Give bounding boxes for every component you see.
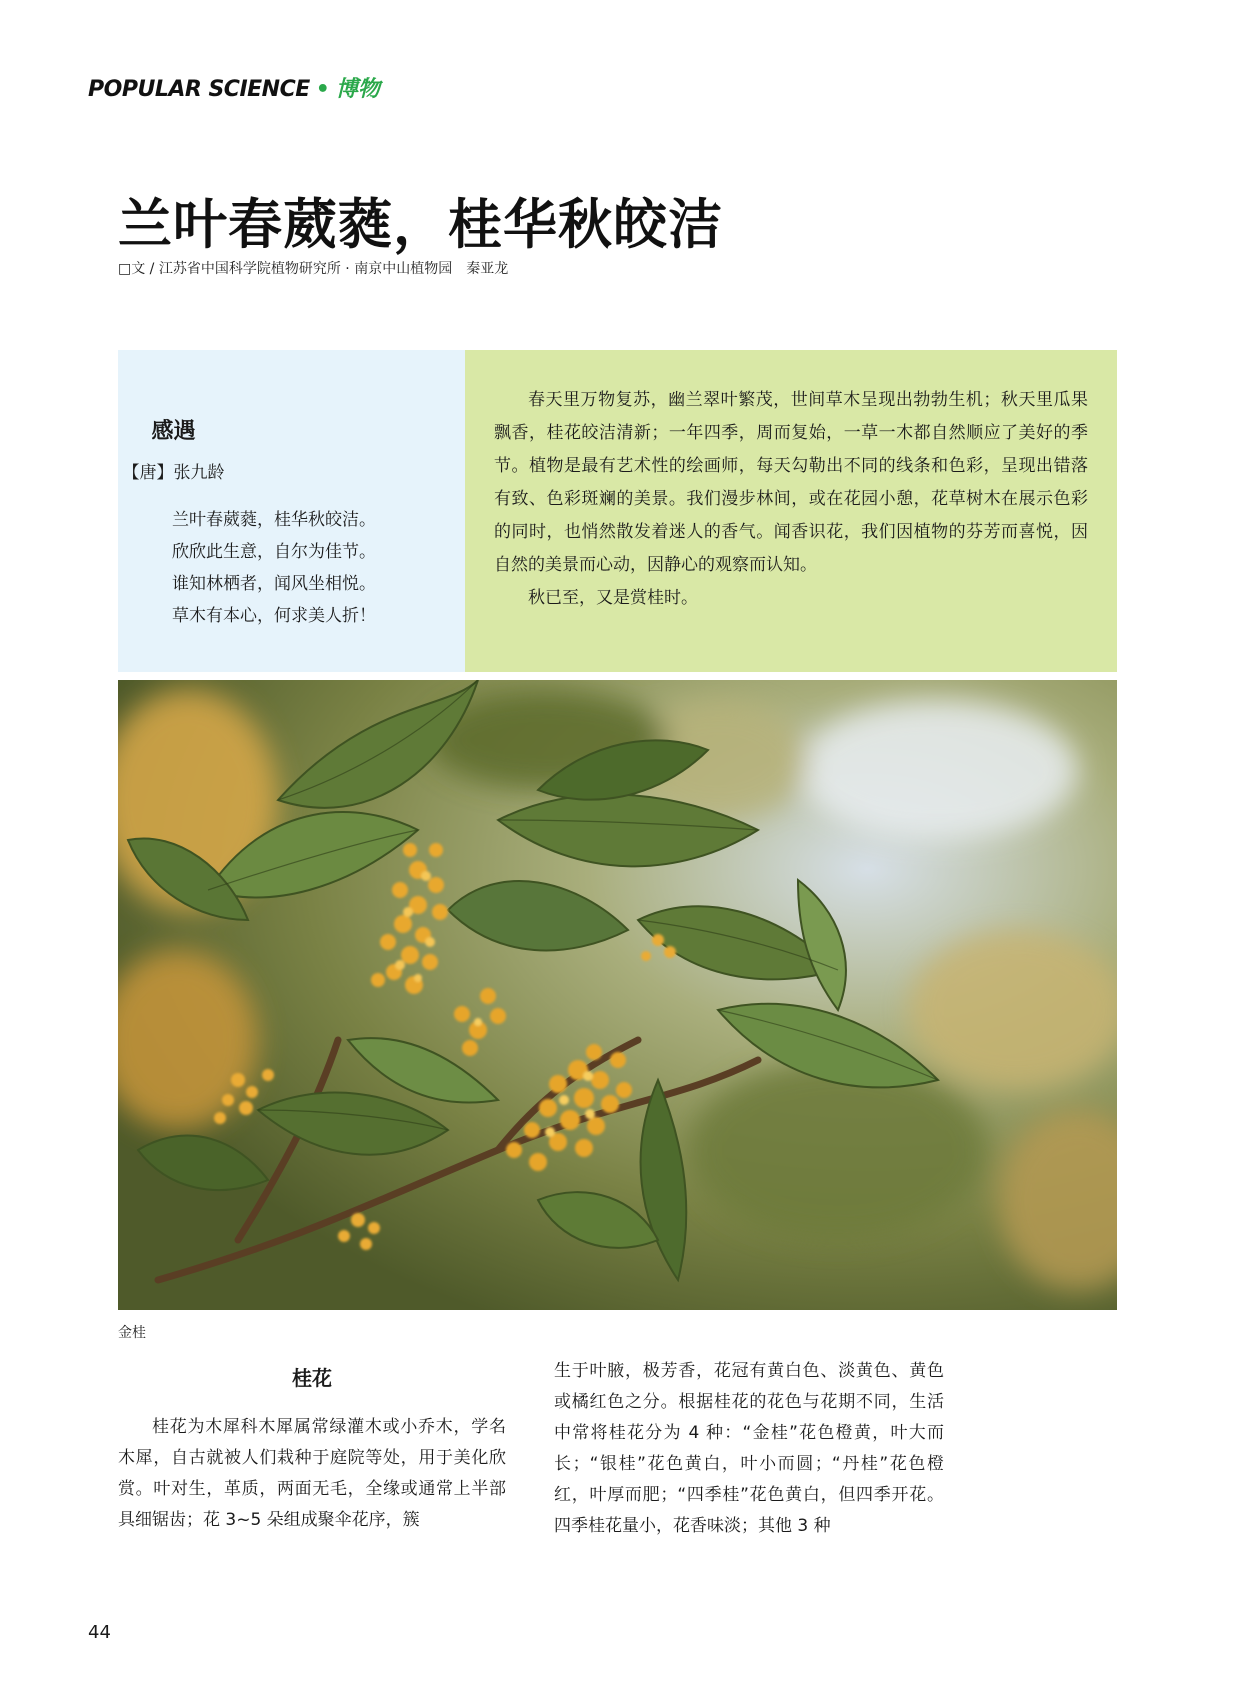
magazine-header (88, 72, 380, 103)
intro-paragraph: 春天里万物复苏，幽兰翠叶繁茂，世间草木呈现出勃勃生机；秋天里瓜果飘香，桂花皎洁清新；一年四季，周而复始，一草一木都自然顺应了美好的季节。植物是最有艺术性的绘画师，每天勾勒出不同的线条和色彩，呈现出错落有致、色彩斑斓的美景。我们漫步林间，或在花园小憩，花草树木在展示色彩的同时，也悄然散发着迷人的香气。闻香识花，我们因植物的芬芳而喜悦，因自然的美景而心动，因静心的观察而认知。 (494, 390, 1088, 575)
poem-body (172, 504, 376, 632)
poem-line: 草木有本心，何求美人折！ (172, 606, 376, 626)
poem-title: 感遇 (151, 419, 196, 444)
poem-line: 兰叶春葳蕤，桂华秋皎洁。 (172, 510, 376, 530)
section-title: 桂花 (292, 1366, 332, 1390)
body-column-left (118, 1412, 506, 1536)
body-column-right (554, 1356, 944, 1542)
header-section-en: POPULAR SCIENCE (88, 77, 310, 102)
poem-line: 谁知林栖者，闻风坐相悦。 (172, 574, 376, 594)
poem-line: 欣欣此生意，自尔为佳节。 (172, 542, 376, 562)
osmanthus-illustration (118, 680, 1117, 1310)
body-paragraph: 生于叶腋，极芳香，花冠有黄白色、淡黄色、黄色或橘红色之分。根据桂花的花色与花期不同，生活中常将桂花分为 4 种：“金桂”花色橙黄，叶大而长；“银桂”花色黄白，叶小而圆；“丹桂”花色橙红，叶厚而肥；“四季桂”花色黄白，但四季开花。四季桂花量小，花香味淡；其他 3 种 (554, 1361, 944, 1536)
intro-paragraph: 秋已至，又是赏桂时。 (528, 588, 698, 608)
page-number: 44 (88, 1622, 111, 1643)
osmanthus-photo (118, 680, 1117, 1310)
header-section-cn: 博物 (335, 77, 380, 102)
poem-author: 【唐】张九龄 (122, 463, 225, 483)
article-title: 兰叶春葳蕤，桂华秋皎洁 (118, 193, 723, 256)
photo-caption: 金桂 (118, 1325, 146, 1341)
intro-text (494, 384, 1088, 615)
body-paragraph: 桂花为木犀科木犀属常绿灌木或小乔木，学名木犀，自古就被人们栽种于庭院等处，用于美化欣赏。叶对生，革质，两面无毛，全缘或通常上半部具细锯齿；花 3~5 朵组成聚伞花序，簇 (118, 1417, 506, 1530)
header-dot: • (315, 77, 330, 102)
article-byline: □文 / 江苏省中国科学院植物研究所 · 南京中山植物园 秦亚龙 (118, 261, 509, 277)
